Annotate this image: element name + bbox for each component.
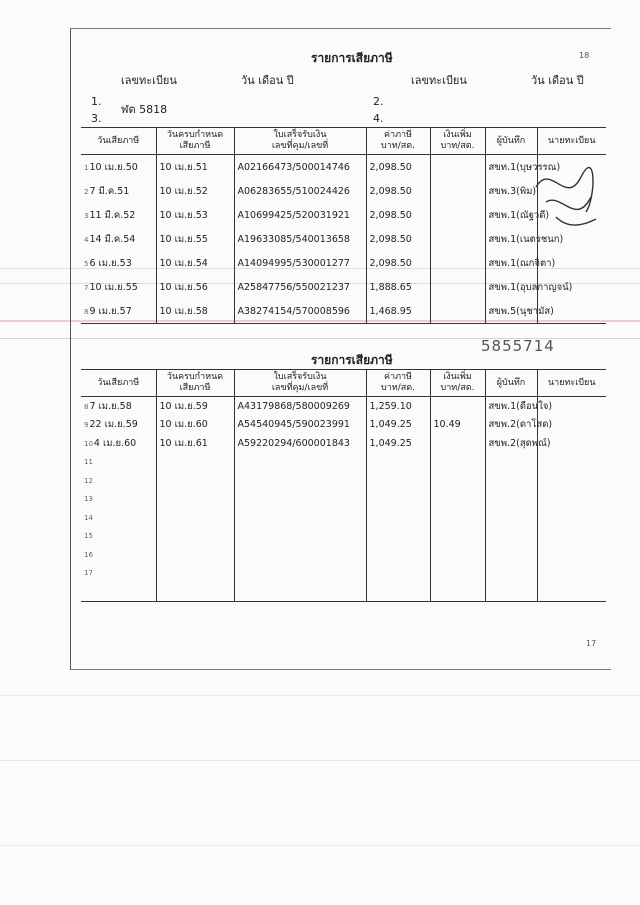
col-receipt-header: ใบเสร็จรับเงิน เลขที่คุม/เลขที่: [234, 370, 366, 397]
signature-scribble: [526, 157, 606, 237]
reg-label-left: เลขทะเบียน: [121, 74, 177, 87]
col-tax-header: ค่าภาษี บาท/สต.: [366, 370, 430, 397]
table-row: 56 เม.ย.53 10 เม.ย.54 A14094995/530001277 2,098.50 สขพ.1(ณกจิตา): [81, 251, 606, 275]
table-row: 14: [81, 508, 606, 527]
reg-label-right: เลขทะเบียน: [411, 74, 467, 87]
table-row: 27 มี.ค.51 10 เม.ย.52 A06283655/510024426 2,098.50 สขพ.3(พิม): [81, 179, 606, 203]
table-row: 710 เม.ย.55 10 เม.ย.56 A25847756/550021237 1,888.65 สขพ.1(อุบลกาญจน์): [81, 275, 606, 299]
tax-table-2: [81, 369, 606, 602]
table-row: 311 มี.ค.52 10 เม.ย.53 A10699425/520031921 2,098.50 สขพ.1(ณัฐวดี): [81, 203, 606, 227]
line2-num: 2.: [373, 95, 384, 108]
section1-title: รายการเสียภาษี: [311, 51, 393, 65]
table-row: 17: [81, 564, 606, 583]
scan-noise: [0, 845, 640, 846]
table-row: 11: [81, 453, 606, 472]
table-row: 104 เม.ย.60 10 เม.ย.61 A59220294/600001843 1,049.25 สขพ.2(สุดพณ์): [81, 434, 606, 453]
table-row: 12: [81, 471, 606, 490]
table-row: 15: [81, 527, 606, 546]
line1-num: 1.: [91, 95, 102, 108]
plate-number: ฬต 5818: [121, 103, 168, 116]
date-label-left: วัน เดือน ปี: [241, 74, 294, 87]
col-registrar-header: นายทะเบียน: [537, 370, 606, 397]
scan-noise: [0, 695, 640, 696]
table-row: 922 เม.ย.59 10 เม.ย.60 A54540945/590023991 1,049.25 10.49 สขพ.2(ดาโสด): [81, 416, 606, 435]
col-recorder-header: ผู้บันทึก: [485, 128, 537, 155]
date-label-right: วัน เดือน ปี: [531, 74, 584, 87]
line4-num: 4.: [373, 112, 384, 125]
table-row: [81, 582, 606, 601]
stamp-number: 5855714: [481, 337, 555, 355]
col-recorder-header: ผู้บันทึก: [485, 370, 537, 397]
col-registrar-header: นายทะเบียน: [537, 128, 606, 155]
col-due-header: วันครบกำหนด เสียภาษี: [156, 128, 234, 155]
page-number-bottom: 17: [586, 639, 597, 648]
line3-num: 3.: [91, 112, 102, 125]
table-row: 89 เม.ย.57 10 เม.ย.58 A38274154/570008596 1,468.95 สขพ.5(นุชามัส): [81, 299, 606, 324]
page-number-top: 18: [579, 51, 590, 60]
table-row: 13: [81, 490, 606, 509]
col-due-header: วันครบกำหนด เสียภาษี: [156, 370, 234, 397]
col-tax-header: ค่าภาษี บาท/สต.: [366, 128, 430, 155]
scan-noise: [0, 760, 640, 761]
registration-page: [70, 28, 611, 670]
col-paid-header: วันเสียภาษี: [81, 128, 156, 155]
table-row: 414 มี.ค.54 10 เม.ย.55 A19633085/540013658 2,098.50 สขพ.1(เนตรชนก): [81, 227, 606, 251]
col-extra-header: เงินเพิ่ม บาท/สต.: [430, 370, 485, 397]
table-row: 110 เม.ย.50 10 เม.ย.51 A02166473/500014746 2,098.50 สขท.1(บุษวรรณ): [81, 155, 606, 180]
table-row: 16: [81, 545, 606, 564]
table-row: 87 เม.ย.58 10 เม.ย.59 A43179868/580009269 1,259.10 สขพ.1(ดือนใจ): [81, 397, 606, 416]
section2-title: รายการเสียภาษี: [311, 353, 393, 367]
col-extra-header: เงินเพิ่ม บาท/สต.: [430, 128, 485, 155]
col-receipt-header: ใบเสร็จรับเงิน เลขที่คุม/เลขที่: [234, 128, 366, 155]
col-paid-header: วันเสียภาษี: [81, 370, 156, 397]
